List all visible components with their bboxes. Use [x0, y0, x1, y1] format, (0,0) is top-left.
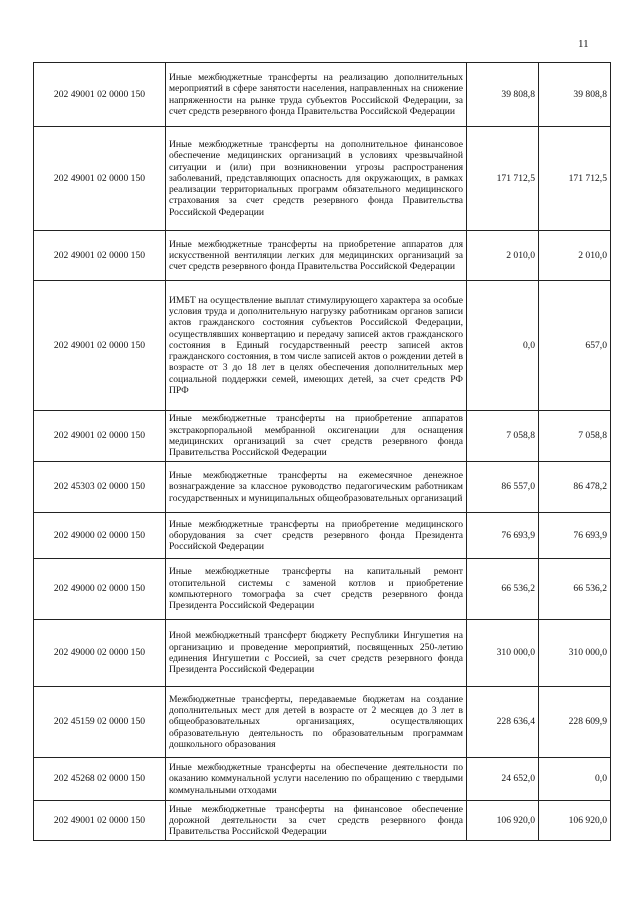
- amount-executed: 657,0: [539, 281, 611, 411]
- budget-code: 202 49001 02 0000 150: [34, 63, 166, 127]
- budget-code: 202 45303 02 0000 150: [34, 462, 166, 513]
- amount-executed: 310 000,0: [539, 620, 611, 687]
- budget-table: [33, 62, 611, 841]
- table-row: [34, 620, 611, 687]
- description: Иные межбюджетные трансферты на ежемесячное денежное вознаграждение за классное руководство педагогическим работникам государственных и муниципальных общеобразовательных организаций: [166, 462, 467, 513]
- description: Иные межбюджетные трансферты на приобретение медицинского оборудования за счет средств резервного фонда Президента Российской Федерации: [166, 513, 467, 559]
- amount-executed: 86 478,2: [539, 462, 611, 513]
- amount-planned: 106 920,0: [467, 801, 539, 841]
- amount-executed: 39 808,8: [539, 63, 611, 127]
- amount-executed: 171 712,5: [539, 127, 611, 231]
- amount-planned: 24 652,0: [467, 758, 539, 801]
- budget-code: 202 49000 02 0000 150: [34, 559, 166, 620]
- description: Иные межбюджетные трансферты на реализацию дополнительных мероприятий в сфере занятости населения, направленных на снижение напряженности на рынке труда субъектов Российской Федерации, за счет средств резервного фонда Правительства Российской Федерации: [166, 63, 467, 127]
- amount-executed: 76 693,9: [539, 513, 611, 559]
- description: Иные межбюджетные трансферты на финансовое обеспечение дорожной деятельности за счет средств резервного фонда Правительства Российской Федерации: [166, 801, 467, 841]
- amount-executed: 66 536,2: [539, 559, 611, 620]
- table-row: [34, 758, 611, 801]
- description: Иной межбюджетный трансферт бюджету Республики Ингушетия на организацию и проведение мероприятий, посвященных 250-летию единения Ингушетии с Россией, за счет средств резервного фонда Президента Российской Федерации: [166, 620, 467, 687]
- table-row: [34, 411, 611, 462]
- budget-code: 202 49001 02 0000 150: [34, 281, 166, 411]
- budget-code: 202 49000 02 0000 150: [34, 513, 166, 559]
- description: Межбюджетные трансферты, передаваемые бюджетам на создание дополнительных мест для детей в возрасте от 2 месяцев до 3 лет в общеобразовательных организациях, осуществляющих образовательную деятельность по образовательным программам дошкольного образования: [166, 687, 467, 758]
- amount-planned: 0,0: [467, 281, 539, 411]
- table-row: [34, 513, 611, 559]
- amount-executed: 228 609,9: [539, 687, 611, 758]
- amount-planned: 2 010,0: [467, 231, 539, 281]
- amount-executed: 2 010,0: [539, 231, 611, 281]
- amount-planned: 66 536,2: [467, 559, 539, 620]
- amount-planned: 76 693,9: [467, 513, 539, 559]
- table-row: [34, 63, 611, 127]
- table-row: [34, 801, 611, 841]
- amount-executed: 7 058,8: [539, 411, 611, 462]
- budget-code: 202 45159 02 0000 150: [34, 687, 166, 758]
- amount-planned: 228 636,4: [467, 687, 539, 758]
- table-row: [34, 687, 611, 758]
- amount-planned: 310 000,0: [467, 620, 539, 687]
- budget-code: 202 45268 02 0000 150: [34, 758, 166, 801]
- budget-code: 202 49001 02 0000 150: [34, 801, 166, 841]
- amount-executed: 0,0: [539, 758, 611, 801]
- amount-planned: 171 712,5: [467, 127, 539, 231]
- description: ИМБТ на осуществление выплат стимулирующего характера за особые условия труда и дополнительную нагрузку работникам органов записи актов гражданского состояния субъектов Российской Федерации, осуществлявших конвертацию и передачу записей актов гражданского состояния в Единый государственный реестр записей актов гражданского состояния, в том числе записей актов о рождении детей в возрасте от 3 до 18 лет в целях обеспечения дополнительных мер социальной поддержки семей, имеющих детей, за счет средств РФ ПРФ: [166, 281, 467, 411]
- budget-code: 202 49001 02 0000 150: [34, 411, 166, 462]
- amount-executed: 106 920,0: [539, 801, 611, 841]
- table-row: [34, 559, 611, 620]
- description: Иные межбюджетные трансферты на приобретение аппаратов экстракорпоральной мембранной оксигенации для оснащения медицинских организаций за счет средств резервного фонда Правительства Российской Федерации: [166, 411, 467, 462]
- table-row: [34, 462, 611, 513]
- budget-code: 202 49000 02 0000 150: [34, 620, 166, 687]
- description: Иные межбюджетные трансферты на капитальный ремонт отопительной системы с заменой котлов и приобретение компьютерного томографа за счет средств резервного фонда Президента Российской Федерации: [166, 559, 467, 620]
- description: Иные межбюджетные трансферты на приобретение аппаратов для искусственной вентиляции легких для медицинских организаций за счет средств резервного фонда Правительства Российской Федерации: [166, 231, 467, 281]
- table-row: [34, 281, 611, 411]
- description: Иные межбюджетные трансферты на обеспечение деятельности по оказанию коммунальной услуги населению по обращению с твердыми коммунальными отходами: [166, 758, 467, 801]
- budget-code: 202 49001 02 0000 150: [34, 231, 166, 281]
- table-row: [34, 127, 611, 231]
- page-number: 11: [578, 38, 589, 50]
- description: Иные межбюджетные трансферты на дополнительное финансовое обеспечение медицинских организаций в условиях чрезвычайной ситуации и (или) при возникновении угрозы распространения заболеваний, представляющих опасность для окружающих, в рамках реализации территориальных программ обязательного медицинского страхования за счет средств резервного фонда Правительства Российской Федерации: [166, 127, 467, 231]
- amount-planned: 7 058,8: [467, 411, 539, 462]
- amount-planned: 39 808,8: [467, 63, 539, 127]
- table-row: [34, 231, 611, 281]
- budget-code: 202 49001 02 0000 150: [34, 127, 166, 231]
- amount-planned: 86 557,0: [467, 462, 539, 513]
